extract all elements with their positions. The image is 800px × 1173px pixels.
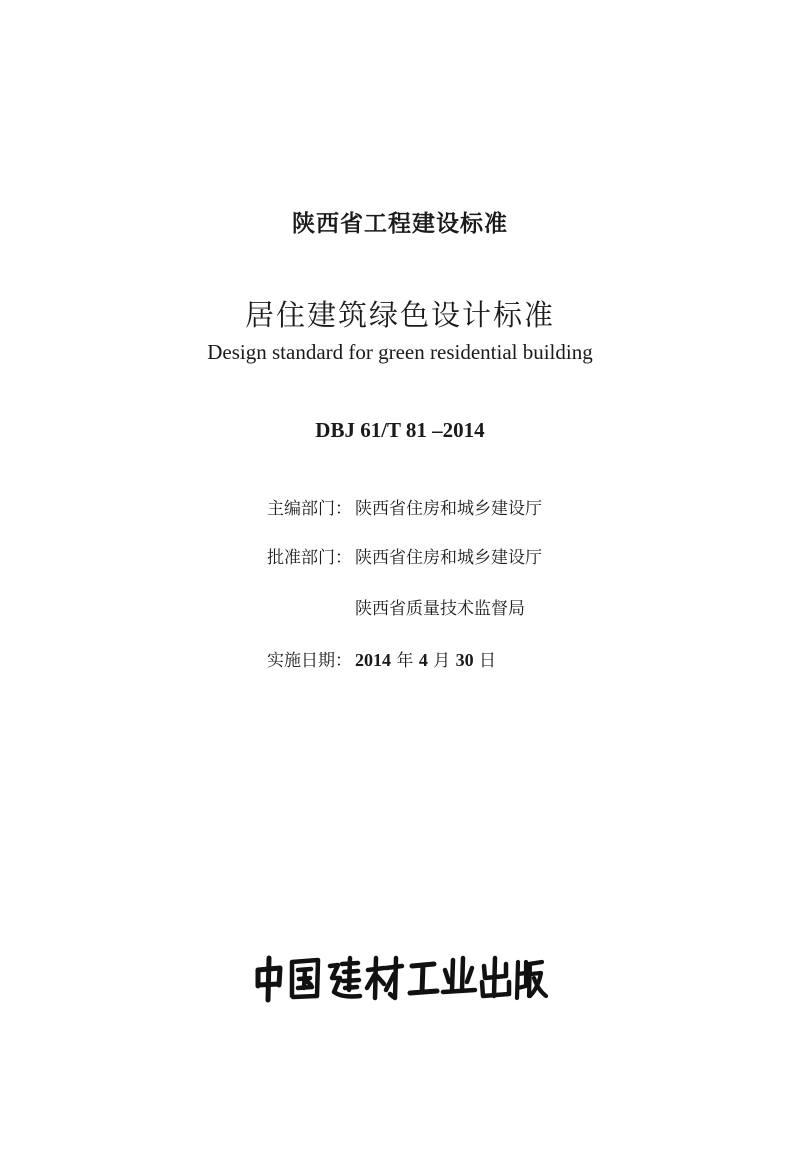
document-title-chinese: 居住建筑绿色设计标准 <box>244 298 555 332</box>
logo-glyph-2 <box>292 960 318 997</box>
date-year-unit: 年 <box>396 651 414 671</box>
standard-code: DBJ 61/T 81 –2014 <box>315 418 485 442</box>
logo-glyph-7 <box>482 958 509 996</box>
editor-label: 主编部门： <box>267 499 352 519</box>
approver-value-1: 陕西省住房和城乡建设厅 <box>355 548 542 568</box>
date-year: 2014 <box>355 650 391 670</box>
approver-label: 批准部门： <box>267 548 352 568</box>
logo-glyph-5 <box>410 964 437 993</box>
logo-glyph-3 <box>330 958 360 997</box>
logo-glyph-6 <box>443 958 475 992</box>
editor-value: 陕西省住房和城乡建设厅 <box>355 499 542 519</box>
document-title-english: Design standard for green residential building <box>207 340 593 364</box>
approver-value-2: 陕西省质量技术监督局 <box>355 599 525 619</box>
date-day-unit: 日 <box>479 651 497 671</box>
logo-glyph-1 <box>258 958 280 1000</box>
date-month-unit: 月 <box>433 651 451 671</box>
standard-series-title: 陕西省工程建设标准 <box>292 211 508 237</box>
logo-glyph-8 <box>517 962 546 998</box>
date-day: 30 <box>455 650 474 670</box>
effective-date-label: 实施日期： <box>267 651 352 671</box>
publisher-logo <box>250 952 550 1006</box>
effective-date-value <box>355 646 496 671</box>
date-month: 4 <box>418 650 428 670</box>
logo-glyph-4 <box>367 958 402 998</box>
